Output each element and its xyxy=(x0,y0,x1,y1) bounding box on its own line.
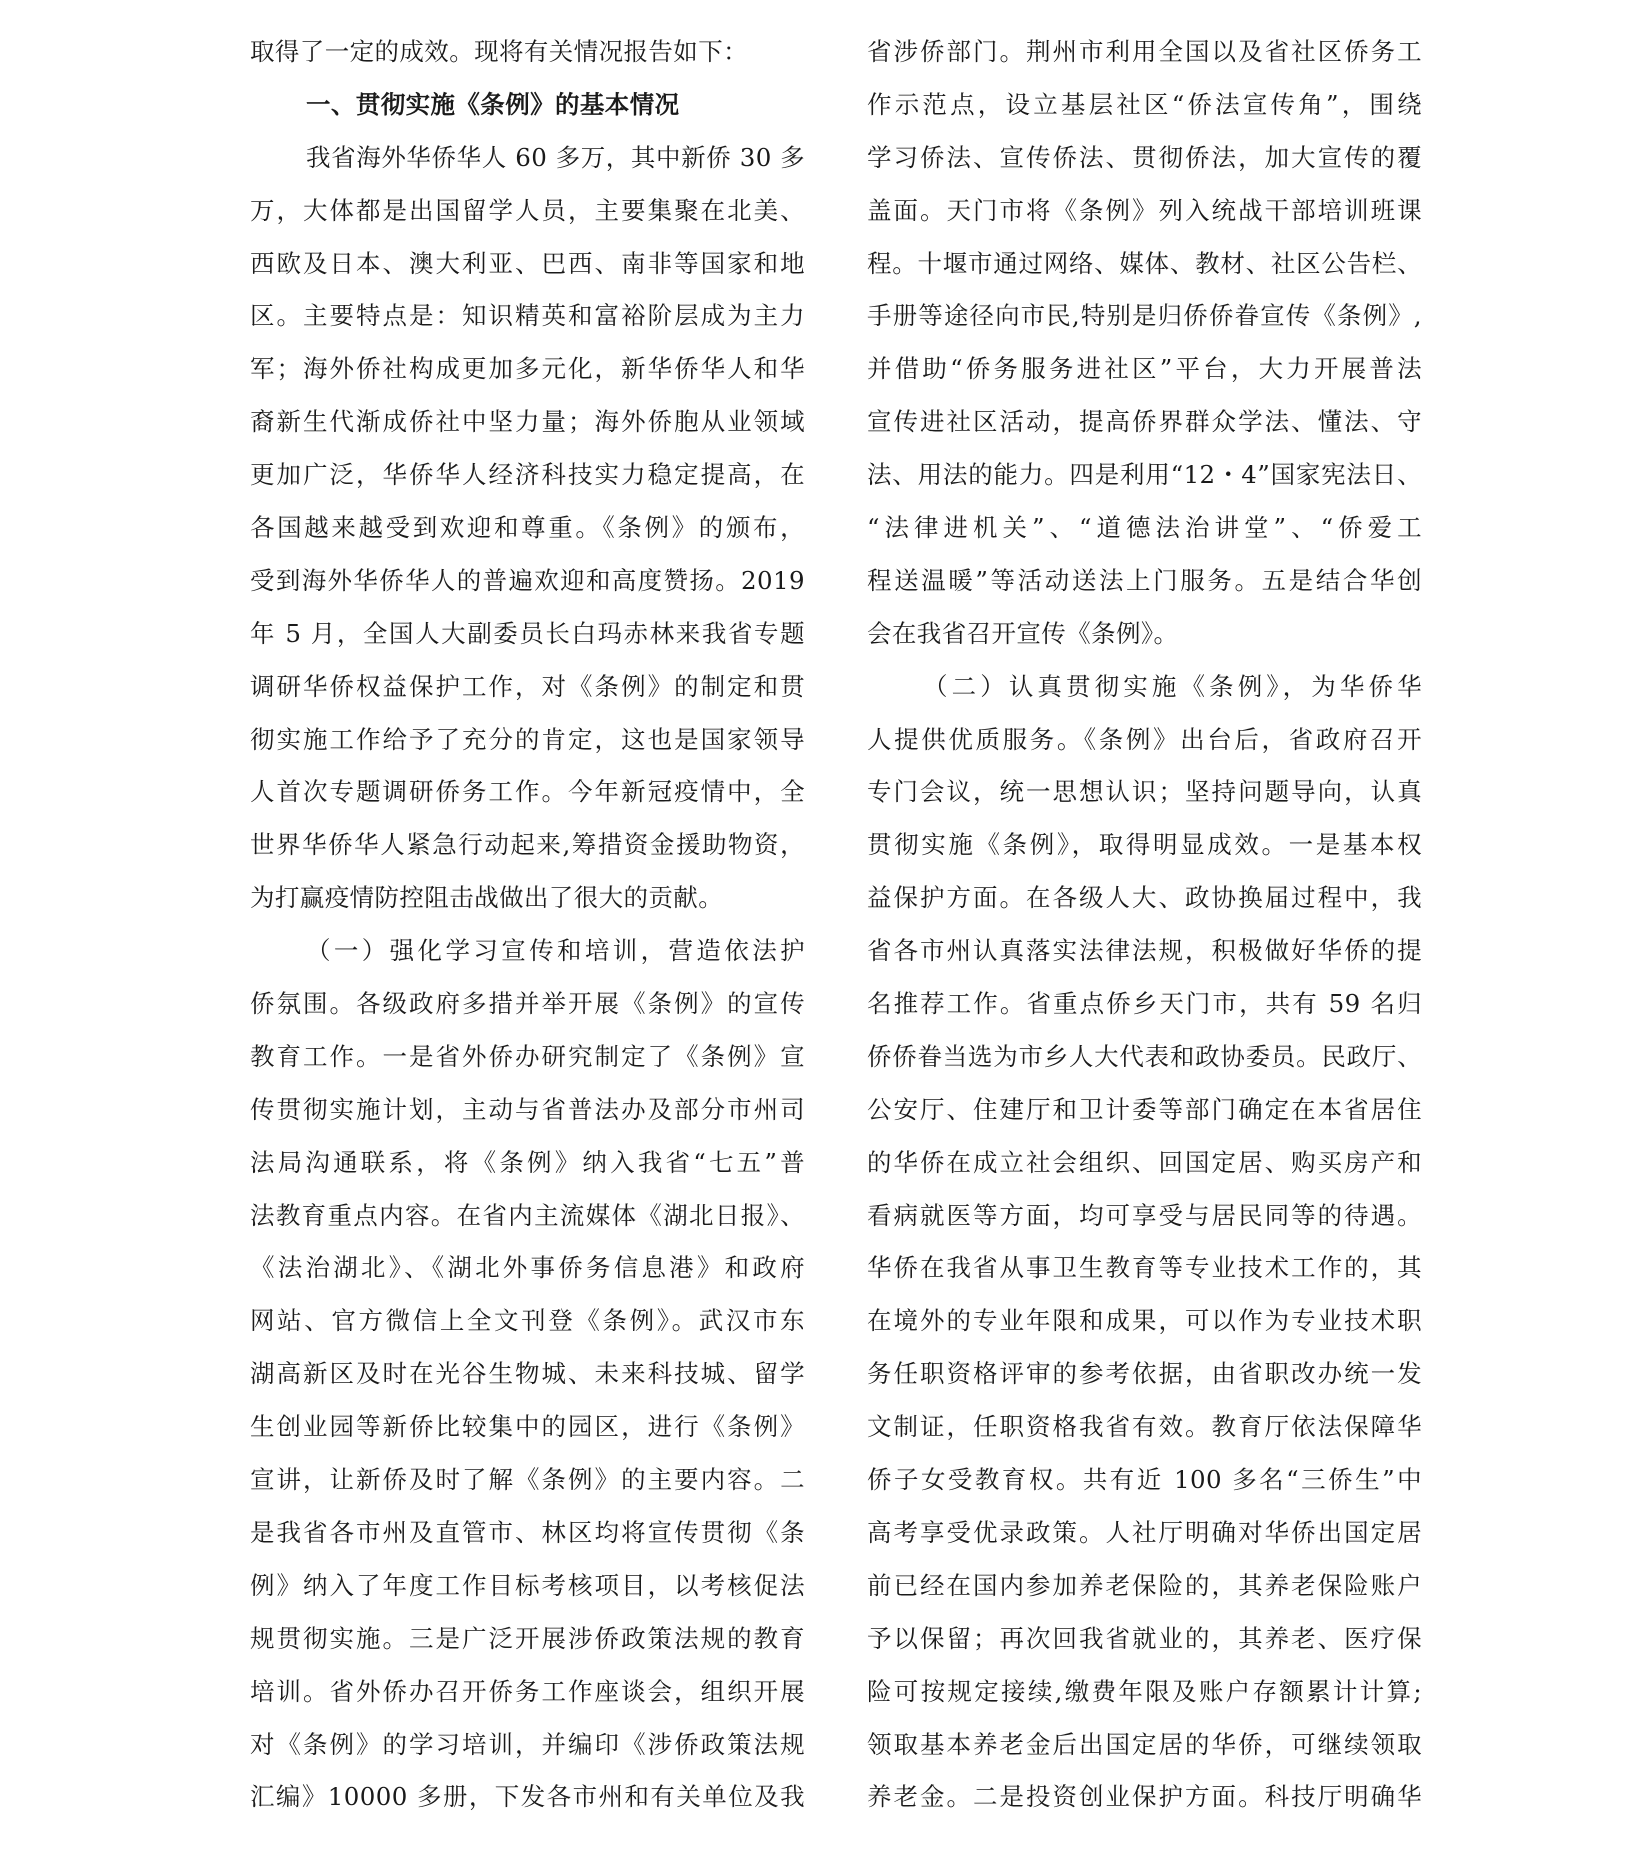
text-line: 程。十堰市通过网络、媒体、教材、社区公告栏、 xyxy=(867,248,1422,278)
text-line: 名推荐工作。省重点侨乡天门市，共有 59 名归 xyxy=(867,989,1422,1019)
text-line: 西欧及日本、澳大利亚、巴西、南非等国家和地 xyxy=(250,248,805,278)
text-line: 世界华侨华人紧急行动起来,筹措资金援助物资， xyxy=(250,830,805,860)
text-line: 专门会议，统一思想认识；坚持问题导向，认真 xyxy=(867,777,1422,807)
text-line: 各国越来越受到欢迎和尊重。《条例》的颁布， xyxy=(250,513,805,543)
text-line: 军；海外侨社构成更加多元化，新华侨华人和华 xyxy=(250,354,805,384)
text-line: 法、用法的能力。四是利用“12・4”国家宪法日、 xyxy=(867,460,1422,490)
left-text-column xyxy=(250,26,805,1824)
text-line: 益保护方面。在各级人大、政协换届过程中，我 xyxy=(867,883,1422,913)
text-line: 侨氛围。各级政府多措并举开展《条例》的宣传 xyxy=(250,989,805,1019)
text-line: 文制证，任职资格我省有效。教育厅依法保障华 xyxy=(867,1412,1422,1442)
text-line: （一）强化学习宣传和培训，营造依法护 xyxy=(306,936,805,966)
text-line: （二）认真贯彻实施《条例》，为华侨华 xyxy=(923,671,1422,701)
text-line: 作示范点，设立基层社区“侨法宣传角”，围绕 xyxy=(867,89,1422,119)
text-line: 裔新生代渐成侨社中坚力量；海外侨胞从业领域 xyxy=(250,407,805,437)
text-line: 看病就医等方面，均可享受与居民同等的待遇。 xyxy=(867,1200,1422,1230)
text-line: 我省海外华侨华人 60 多万，其中新侨 30 多 xyxy=(306,142,805,172)
text-line: 公安厅、住建厅和卫计委等部门确定在本省居住 xyxy=(867,1094,1422,1124)
text-line: 对《条例》的学习培训，并编印《涉侨政策法规 xyxy=(250,1729,805,1759)
text-line: 贯彻实施《条例》，取得明显成效。一是基本权 xyxy=(867,830,1422,860)
text-line: 人提供优质服务。《条例》出台后，省政府召开 xyxy=(867,724,1422,754)
text-line: 年 5 月，全国人大副委员长白玛赤林来我省专题 xyxy=(250,618,805,648)
text-line: 教育工作。一是省外侨办研究制定了《条例》宣 xyxy=(250,1041,805,1071)
text-line: 传贯彻实施计划，主动与省普法办及部分市州司 xyxy=(250,1094,805,1124)
text-line: 万，大体都是出国留学人员，主要集聚在北美、 xyxy=(250,195,805,225)
text-line: 的华侨在成立社会组织、回国定居、购买房产和 xyxy=(867,1147,1422,1177)
text-line: 例》纳入了年度工作目标考核项目，以考核促法 xyxy=(250,1570,805,1600)
text-line: 险可按规定接续,缴费年限及账户存额累计计算; xyxy=(867,1676,1422,1706)
text-line: 省各市州认真落实法律法规，积极做好华侨的提 xyxy=(867,936,1422,966)
text-line: 侨侨眷当选为市乡人大代表和政协委员。民政厅、 xyxy=(867,1041,1422,1071)
text-line: 侨子女受教育权。共有近 100 多名“三侨生”中 xyxy=(867,1465,1422,1495)
text-line: 宣讲，让新侨及时了解《条例》的主要内容。二 xyxy=(250,1465,805,1495)
text-line: 生创业园等新侨比较集中的园区，进行《条例》 xyxy=(250,1412,805,1442)
text-line: 区。主要特点是：知识精英和富裕阶层成为主力 xyxy=(250,301,805,331)
text-line: 手册等途径向市民,特别是归侨侨眷宣传《条例》, xyxy=(867,301,1422,331)
section-heading: 一、贯彻实施《条例》的基本情况 xyxy=(306,89,680,119)
text-line: 汇编》10000 多册，下发各市州和有关单位及我 xyxy=(250,1782,805,1812)
text-line: 法局沟通联系，将《条例》纳入我省“七五”普 xyxy=(250,1147,805,1177)
text-line: 学习侨法、宣传侨法、贯彻侨法，加大宣传的覆 xyxy=(867,142,1422,172)
text-line: 华侨在我省从事卫生教育等专业技术工作的，其 xyxy=(867,1253,1422,1283)
text-line: 并借助“侨务服务进社区”平台，大力开展普法 xyxy=(867,354,1422,384)
text-line: 予以保留；再次回我省就业的，其养老、医疗保 xyxy=(867,1623,1422,1653)
text-line: 养老金。二是投资创业保护方面。科技厅明确华 xyxy=(867,1782,1422,1812)
text-line: 前已经在国内参加养老保险的，其养老保险账户 xyxy=(867,1570,1422,1600)
text-line: 网站、官方微信上全文刊登《条例》。武汉市东 xyxy=(250,1306,805,1336)
text-line: 是我省各市州及直管市、林区均将宣传贯彻《条 xyxy=(250,1517,805,1547)
text-line: 法教育重点内容。在省内主流媒体《湖北日报》、 xyxy=(250,1200,805,1230)
text-line: 《法治湖北》、《湖北外事侨务信息港》和政府 xyxy=(250,1253,805,1283)
text-line: 彻实施工作给予了充分的肯定，这也是国家领导 xyxy=(250,724,805,754)
text-line: 取得了一定的成效。现将有关情况报告如下： xyxy=(250,37,748,66)
text-line: 受到海外华侨华人的普遍欢迎和高度赞扬。2019 xyxy=(250,565,805,595)
text-line: 更加广泛，华侨华人经济科技实力稳定提高，在 xyxy=(250,460,805,490)
text-line: 宣传进社区活动，提高侨界群众学法、懂法、守 xyxy=(867,407,1422,437)
text-line: 程送温暖”等活动送法上门服务。五是结合华创 xyxy=(867,565,1422,595)
text-line: 湖高新区及时在光谷生物城、未来科技城、留学 xyxy=(250,1359,805,1389)
text-line: 会在我省召开宣传《条例》。 xyxy=(867,618,1179,648)
text-line: 为打赢疫情防控阻击战做出了很大的贡献。 xyxy=(250,883,724,913)
text-line: 务任职资格评审的参考依据，由省职改办统一发 xyxy=(867,1359,1422,1389)
text-line: 高考享受优录政策。人社厅明确对华侨出国定居 xyxy=(867,1517,1422,1547)
text-line: 培训。省外侨办召开侨务工作座谈会，组织开展 xyxy=(250,1676,805,1706)
text-line: “法律进机关”、“道德法治讲堂”、“侨爱工 xyxy=(867,513,1422,543)
text-line: 在境外的专业年限和成果，可以作为专业技术职 xyxy=(867,1306,1422,1336)
text-line: 领取基本养老金后出国定居的华侨，可继续领取 xyxy=(867,1729,1422,1759)
text-line: 盖面。天门市将《条例》列入统战干部培训班课 xyxy=(867,195,1422,225)
right-text-column xyxy=(867,26,1422,1824)
text-line: 人首次专题调研侨务工作。今年新冠疫情中，全 xyxy=(250,777,805,807)
text-line: 调研华侨权益保护工作，对《条例》的制定和贯 xyxy=(250,671,805,701)
text-line: 规贯彻实施。三是广泛开展涉侨政策法规的教育 xyxy=(250,1623,805,1653)
text-line: 省涉侨部门。荆州市利用全国以及省社区侨务工 xyxy=(867,37,1422,66)
